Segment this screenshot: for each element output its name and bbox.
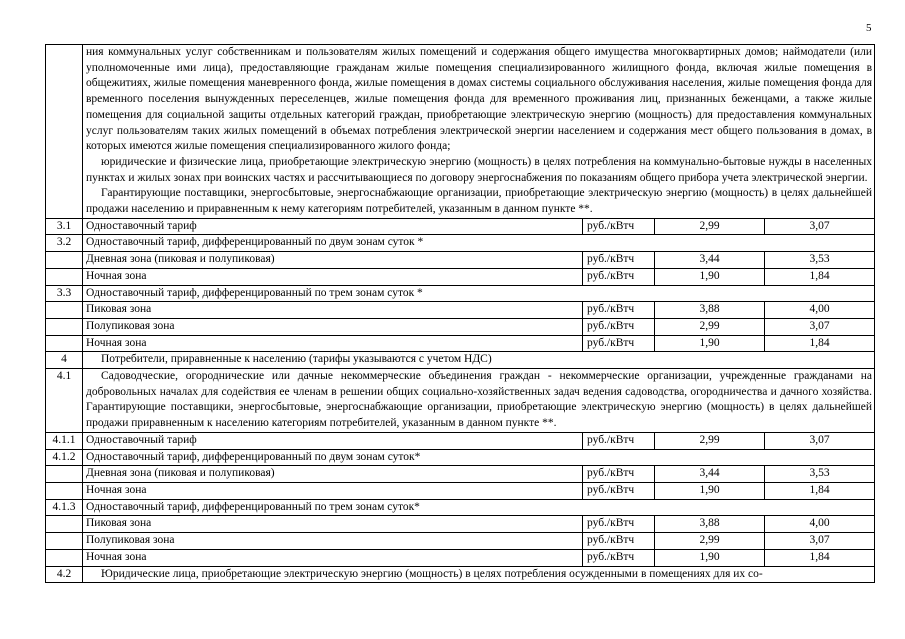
row-label: Одноставочный тариф — [83, 218, 583, 235]
row-label: Дневная зона (пиковая и полупиковая) — [83, 466, 583, 483]
section-4-2-text-cell — [83, 566, 875, 583]
table-row — [46, 302, 875, 319]
row-label: Дневная зона (пиковая и полупиковая) — [83, 252, 583, 269]
table-row — [46, 466, 875, 483]
row-number — [46, 482, 83, 499]
section-4-2-text: Юридические лица, приобретающие электрическую энергию (мощность) в целях потребления осужденными в помещениях для их со- — [101, 567, 763, 580]
row-value-period-2: 3,53 — [765, 466, 875, 483]
row-value-period-1: 2,99 — [655, 432, 765, 449]
row-value-period-1: 2,99 — [655, 318, 765, 335]
row-number — [46, 335, 83, 352]
row-value-period-2: 3,07 — [765, 432, 875, 449]
table-row — [46, 285, 875, 302]
table-row — [46, 318, 875, 335]
section-4-1-row — [46, 369, 875, 433]
section-4-2-row — [46, 566, 875, 583]
row-unit: руб./кВтч — [583, 549, 655, 566]
row-value-period-1: 2,99 — [655, 533, 765, 550]
row-label: Одноставочный тариф, дифференцированный по двум зонам суток * — [83, 235, 875, 252]
section-4-title: Потребители, приравненные к населению (тарифы указываются с учетом НДС) — [83, 352, 875, 369]
row-label: Ночная зона — [83, 482, 583, 499]
row-value-period-1: 3,88 — [655, 516, 765, 533]
section-4-row — [46, 352, 875, 369]
row-value-period-1: 1,90 — [655, 335, 765, 352]
section-4-1-number: 4.1 — [46, 369, 83, 433]
row-label: Одноставочный тариф, дифференцированный по трем зонам суток* — [83, 499, 875, 516]
intro-row — [46, 45, 875, 219]
row-value-period-2: 4,00 — [765, 302, 875, 319]
row-value-period-1: 1,90 — [655, 482, 765, 499]
section-4-1-text-cell — [83, 369, 875, 433]
row-unit: руб./кВтч — [583, 516, 655, 533]
row-label: Полупиковая зона — [83, 533, 583, 550]
row-label: Полупиковая зона — [83, 318, 583, 335]
row-unit: руб./кВтч — [583, 482, 655, 499]
intro-paragraph-3: Гарантирующие поставщики, энергосбытовые, энергоснабжающие организации, приобретающие электрическую энергию (мощность) в целях дальнейшей продажи населению и приравненным к нему категориям потребителей, указанным в данном пункте **. — [86, 187, 873, 216]
row-number — [46, 549, 83, 566]
row-value-period-2: 1,84 — [765, 335, 875, 352]
row-number — [46, 466, 83, 483]
tariff-table — [45, 44, 875, 583]
row-value-period-2: 3,07 — [765, 533, 875, 550]
intro-paragraph-2: юридические и физические лица, приобретающие электрическую энергию (мощность) в целях потребления на коммунально-бытовые нужды в населенных пунктах и жилых зонах при воинских частях и рассчитывающиеся по договору энергоснабжения по показаниям общего прибора учета электрической энергии. — [86, 155, 873, 184]
row-number — [46, 302, 83, 319]
row-value-period-1: 1,90 — [655, 549, 765, 566]
row-value-period-1: 1,90 — [655, 268, 765, 285]
row-label: Пиковая зона — [83, 516, 583, 533]
row-unit: руб./кВтч — [583, 335, 655, 352]
row-label: Ночная зона — [83, 268, 583, 285]
row-label: Ночная зона — [83, 549, 583, 566]
table-row — [46, 482, 875, 499]
section-4-number: 4 — [46, 352, 83, 369]
row-number — [46, 318, 83, 335]
table-row — [46, 449, 875, 466]
table-row — [46, 533, 875, 550]
row-value-period-2: 1,84 — [765, 268, 875, 285]
row-unit: руб./кВтч — [583, 432, 655, 449]
row-number: 4.1.3 — [46, 499, 83, 516]
row-unit: руб./кВтч — [583, 252, 655, 269]
table-row — [46, 549, 875, 566]
row-value-period-1: 3,44 — [655, 252, 765, 269]
section-4-1-text: Садоводческие, огороднические или дачные некоммерческие объединения граждан - некоммерческие организации, учрежденные гражданами на добровольных началах для содействия ее членам в решении общих социально-хозяйственных задач ведения садоводства, огородничества и дачного хозяйства. Гарантирующие поставщики, энергосбытовые, энергоснабжающие организации, приобретающие электрическую энергию (мощность) в целях дальнейшей продажи приравненным к населению категориям потребителей, указанным в данном пункте **. — [86, 370, 873, 430]
tariff-document — [45, 44, 874, 583]
table-row — [46, 335, 875, 352]
row-number — [46, 252, 83, 269]
row-number: 3.1 — [46, 218, 83, 235]
intro-paragraph-1: ния коммунальных услуг собственникам и пользователям жилых помещений и содержания общего имущества многоквартирных домов; наймодатели (или уполномоченные ими лица), предоставляющие гражданам жилые помещения специализированного жилищного фонда, включая жилые помещения в общежитиях, жилые помещения маневренного фонда, жилые помещения в домах системы социального обслуживания населения, жилые помещения фонда для временного поселения вынужденных переселенцев, жилые помещения фонда для временного проживания лиц, признанных беженцами, а также жилые помещения для социальной защиты отдельных категорий граждан, приобретающие электрическую энергию (мощность) для предоставления коммунальных услуг пользователям таких жилых помещений в объемах потребления электрической энергии населением и содержания мест общего пользования в домах, в которых имеются жилые помещения специализированного жилого фонда; — [86, 46, 873, 153]
page-number: 5 — [866, 22, 872, 34]
intro-num-cell — [46, 45, 83, 219]
section-4-2-number: 4.2 — [46, 566, 83, 583]
row-unit: руб./кВтч — [583, 466, 655, 483]
table-row — [46, 218, 875, 235]
row-number — [46, 268, 83, 285]
table-row — [46, 235, 875, 252]
table-row — [46, 432, 875, 449]
row-number — [46, 516, 83, 533]
row-label: Ночная зона — [83, 335, 583, 352]
row-value-period-2: 3,07 — [765, 318, 875, 335]
row-value-period-1: 2,99 — [655, 218, 765, 235]
row-number — [46, 533, 83, 550]
row-value-period-2: 4,00 — [765, 516, 875, 533]
row-unit: руб./кВтч — [583, 218, 655, 235]
row-label: Одноставочный тариф, дифференцированный по двум зонам суток* — [83, 449, 875, 466]
row-value-period-1: 3,88 — [655, 302, 765, 319]
row-value-period-1: 3,44 — [655, 466, 765, 483]
row-value-period-2: 3,07 — [765, 218, 875, 235]
table-row — [46, 516, 875, 533]
row-label: Одноставочный тариф — [83, 432, 583, 449]
row-value-period-2: 1,84 — [765, 549, 875, 566]
row-number: 4.1.2 — [46, 449, 83, 466]
row-number: 3.2 — [46, 235, 83, 252]
row-number: 3.3 — [46, 285, 83, 302]
row-unit: руб./кВтч — [583, 268, 655, 285]
table-row — [46, 252, 875, 269]
row-label: Одноставочный тариф, дифференцированный по трем зонам суток * — [83, 285, 875, 302]
row-unit: руб./кВтч — [583, 318, 655, 335]
intro-text-cell — [83, 45, 875, 219]
table-row — [46, 268, 875, 285]
row-value-period-2: 1,84 — [765, 482, 875, 499]
row-number: 4.1.1 — [46, 432, 83, 449]
table-row — [46, 499, 875, 516]
row-unit: руб./кВтч — [583, 302, 655, 319]
row-unit: руб./кВтч — [583, 533, 655, 550]
row-value-period-2: 3,53 — [765, 252, 875, 269]
row-label: Пиковая зона — [83, 302, 583, 319]
